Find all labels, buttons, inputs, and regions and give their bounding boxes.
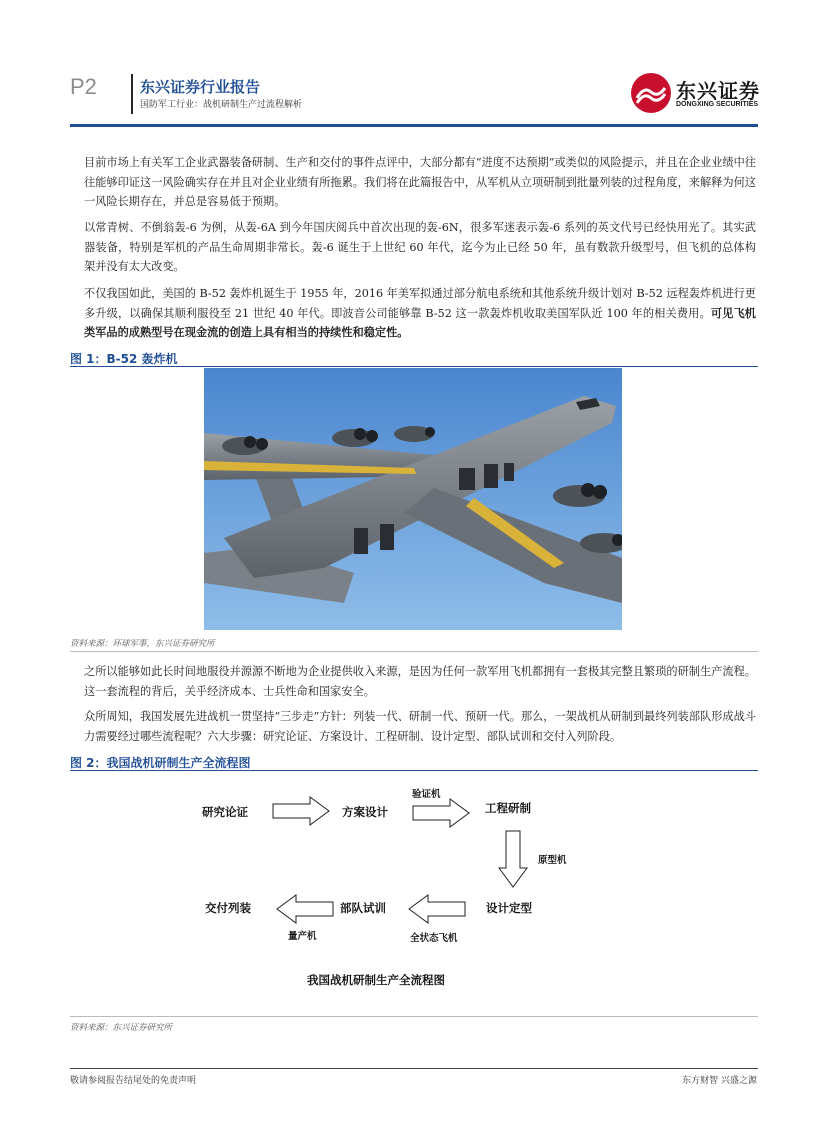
arrow-down-icon [498, 830, 528, 888]
figure-1-bottom-rule [70, 651, 758, 652]
report-title: 东兴证券行业报告 [140, 78, 261, 96]
figure-2-bottom-rule [70, 1016, 758, 1017]
flowchart [190, 786, 590, 1002]
arrow-right-icon [412, 798, 470, 828]
logo-text-cn: 东兴证券 [676, 79, 760, 103]
label-mass-production: 量产机 [288, 931, 317, 942]
paragraph-3 [84, 284, 756, 343]
footer-slogan: 东方财智 兴盛之源 [682, 1076, 757, 1086]
label-full-state: 全状态飞机 [410, 933, 458, 944]
flowchart-caption: 我国战机研制生产全流程图 [307, 973, 445, 987]
figure-1-title: 图 1：B-52 轰炸机 [70, 352, 178, 366]
label-verification: 验证机 [412, 789, 441, 800]
paragraph-2: 以常青树、不倒翁轰-6 为例，从轰-6A 到今年国庆阅兵中首次出现的轰-6N，很多军迷表示轰-6 系列的英文代号已经快用光了。其实武器装备，特别是军机的产品生命周期非常长。轰-6 诞生于上世纪 60 年代，迄今为止已经 50 年，虽有数款升级型号，但飞机的总体构架并没有太大改变。 [84, 221, 756, 273]
arrow-left-icon [276, 894, 334, 924]
report-subtitle: 国防军工行业：战机研制生产过流程解析 [140, 100, 303, 110]
paragraph-1: 目前市场上有关军工企业武器装备研制、生产和交付的事件点评中，大部分都有“进度不达预期”或类似的风险提示，并且在企业业绩中往往能够印证这一风险确实存在并且对企业业绩有所拖累。我们将在此篇报告中，从军机从立项研制到批量列装的过程角度，来解释为何这一风险长期存在，并总是容易低于预期。 [84, 156, 756, 208]
header-divider [131, 74, 133, 114]
label-prototype: 原型机 [538, 855, 567, 866]
paragraph-4: 之所以能够如此长时间地服役并源源不断地为企业提供收入来源，是因为任何一款军用飞机都拥有一套极其完整且繁琐的研制生产流程。这一套流程的背后，关乎经济成本、士兵性命和国家安全。 [84, 665, 756, 698]
figure-1-rule [70, 366, 758, 367]
paragraph-3-text: 不仅我国如此，美国的 B-52 轰炸机诞生于 1955 年，2016 年美军拟通过部分航电系统和其他系统升级计划对 B-52 远程轰炸机进行更多升级，以确保其顺利服役至 21 世纪 40 年代。即波音公司能够靠 B-52 这一款轰炸机收取美国军队近 100 年的相关费用。 [84, 287, 756, 320]
figure-1-source: 资料来源：环球军事，东兴证券研究所 [70, 639, 215, 649]
paragraph-5: 众所周知，我国发展先进战机一贯坚持“三步走”方针：列装一代、研制一代、预研一代。那么，一架战机从研制到最终列装部队形成战斗力需要经过哪些流程呢？六大步骤：研究论证、方案设计、工程研制、设计定型、部队试训和交付入列阶段。 [84, 710, 756, 743]
figure-2-source: 资料来源：东兴证券研究所 [70, 1023, 173, 1033]
step-research: 研究论证 [202, 805, 248, 819]
figure-2-rule [70, 770, 758, 771]
step-engineering: 工程研制 [485, 801, 531, 815]
page-number: P2 [70, 74, 97, 99]
step-design: 方案设计 [342, 805, 388, 819]
step-delivery: 交付列装 [205, 901, 251, 915]
logo-text-en: DONGXING SECURITIES [676, 101, 759, 108]
step-finalize: 设计定型 [486, 901, 532, 915]
step-troop-trial: 部队试训 [340, 901, 386, 915]
header-rule [70, 124, 758, 127]
dongxing-logo-icon [630, 72, 672, 114]
footer-rule [70, 1068, 758, 1069]
b52-bomber-photo [204, 368, 622, 630]
figure-2-title: 图 2：我国战机研制生产全流程图 [70, 756, 251, 770]
arrow-right-icon [272, 796, 330, 826]
footer-disclaimer: 敬请参阅报告结尾处的免责声明 [70, 1076, 197, 1086]
arrow-left-icon [408, 894, 466, 924]
paragraph-3-emphasis: 可见飞机类军品的成熟型号在现金流的创造上具有相当的持续性和稳定性。 [84, 306, 756, 339]
